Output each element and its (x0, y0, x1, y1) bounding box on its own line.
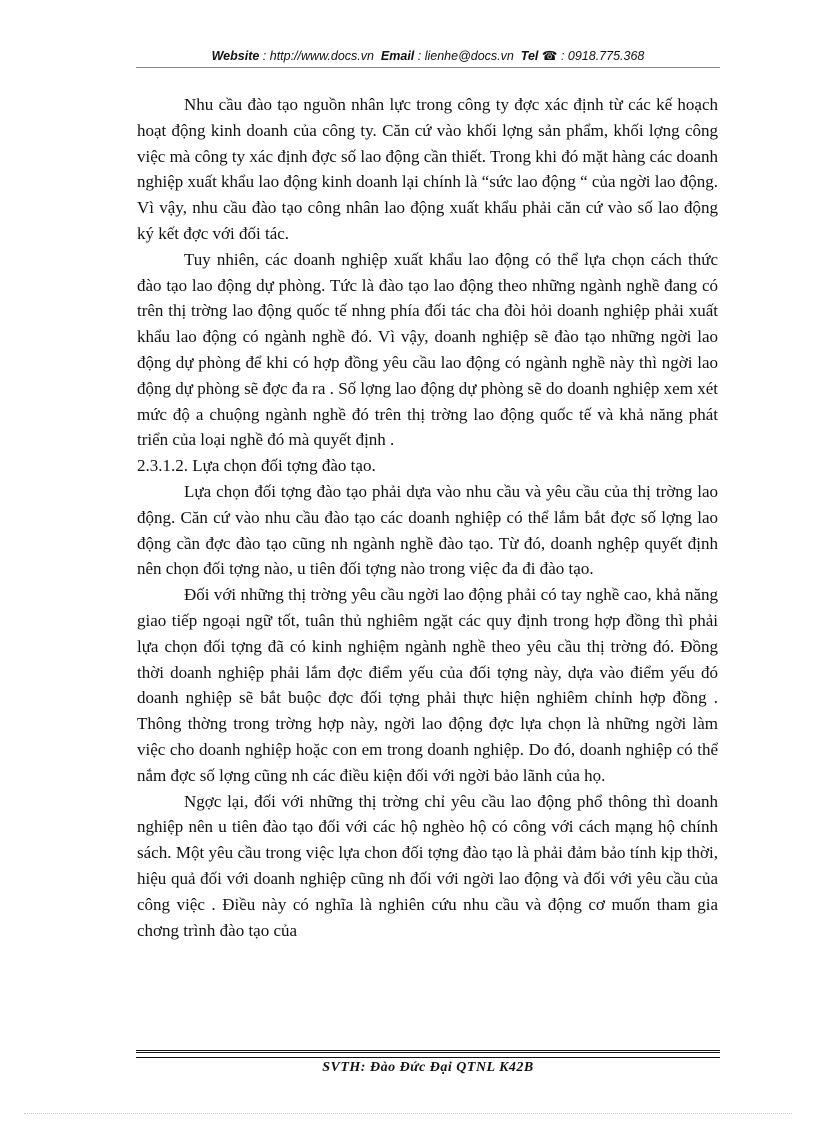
paragraph-1: Nhu cầu đào tạo nguồn nhân lực trong công ty đợc xác định từ các kế hoạch hoạt động kinh doanh của công ty. Căn cứ vào khối lợng sản phẩm, khối lợng công việc mà công ty xác định đợc số lao động cần thiết. Trong khi đó mặt hàng các doanh nghiệp xuất khẩu lao động kinh doanh lại chính là “sức lao động “ của ngời lao động. Vì vậy, nhu cầu đào tạo công nhân lao động xuất khẩu phải căn cứ vào số lao động ký kết đợc với đối tác. (137, 95, 718, 243)
section-heading: 2.3.1.2. Lựa chọn đối tợng đào tạo. (137, 456, 376, 476)
document-body (137, 92, 718, 943)
email-value: : lienhe@docs.vn (417, 49, 514, 63)
footer-rule (136, 1050, 720, 1058)
page-header (136, 48, 720, 66)
paragraph-4: Đối với những thị trờng yêu cầu ngời lao động phải có tay nghề cao, khả năng giao tiếp ngoại ngữ tốt, tuân thủ nghiêm ngặt các quy định trong hợp đồng thì phải lựa chọn đối tợng đã có kinh nghiệm ngành nghề theo yêu cầu thị trờng đó. Đồng thời doanh nghiệp phải lắm đợc điểm yếu của đối tợng này, dựa vào điểm yếu đó doanh nghiệp sẽ bắt buộc đợc đối tợng phải thực hiện nghiêm chỉnh hợp đồng . Thông thờng trong trờng hợp này, ngời lao động đợc lựa chọn là những ngời làm việc cho doanh nghiệp hoặc con em trong doanh nghiệp. Do đó, doanh nghiệp có thể nắm đợc số lợng cũng nh các điều kiện đối với ngời bảo lãnh của họ. (137, 585, 718, 785)
tel-value: : 0918.775.368 (560, 49, 645, 63)
header-rule (136, 67, 720, 68)
website-value: : http://www.docs.vn (262, 49, 374, 63)
paragraph-3: Lựa chọn đối tợng đào tạo phải dựa vào nhu cầu và yêu cầu của thị trờng lao động. Căn cứ vào nhu cầu đào tạo các doanh nghiệp có thể lắm bắt đợc số lợng lao động cần đợc đào tạo cũng nh ngành nghề đào tạo. Từ đó, doanh nghệp quyết định nên chọn đối tợng nào, u tiên đối tợng nào trong việc đa đi đào tạo. (137, 481, 718, 579)
paragraph-5: Ngợc lại, đối với những thị trờng chỉ yêu cầu lao động phổ thông thì doanh nghiệp nên u tiên đào tạo đối với các hộ nghèo hộ có công với cách mạng hộ chính sách. Một yêu cầu trong việc lựa chon đối tợng đào tạo là phải đảm bảo tính kịp thời, hiệu quả đối với doanh nghiệp cũng nh đối với ngời lao động và đối với yêu cầu của công việc . Điều này có nghĩa là nghiên cứu nhu cầu và động cơ muốn tham gia chơng trình đào tạo của (137, 791, 718, 940)
phone-icon: ☎ (541, 49, 558, 63)
tel-label: Tel (520, 49, 539, 63)
email-label: Email (380, 49, 415, 63)
paragraph-2: Tuy nhiên, các doanh nghiệp xuất khẩu lao động có thể lựa chọn cách thức đào tạo lao động dự phòng. Tức là đào tạo lao động theo những ngành nghề đang có trên thị trờng lao động quốc tế nhng phía đối tác cha đòi hỏi doanh nghiệp phải xuất khẩu lao động có ngành nghề đó. Vì vậy, doanh nghiệp sẽ đào tạo những ngời lao động dự phòng để khi có hợp đồng yêu cầu lao động có ngành nghề này thì ngời lao động dự phòng sẽ đợc đa ra . Số lợng lao động dự phòng sẽ do doanh nghiệp xem xét mức độ a chuộng ngành nghề đó trên thị trờng lao động quốc tế và khả năng phát triển của loại nghề đó mà quyết định . (137, 249, 718, 450)
page-footer: SVTH: Đào Đức Đại QTNL K42B (322, 1060, 534, 1075)
page-edge (24, 1113, 792, 1114)
website-label: Website (211, 49, 260, 63)
